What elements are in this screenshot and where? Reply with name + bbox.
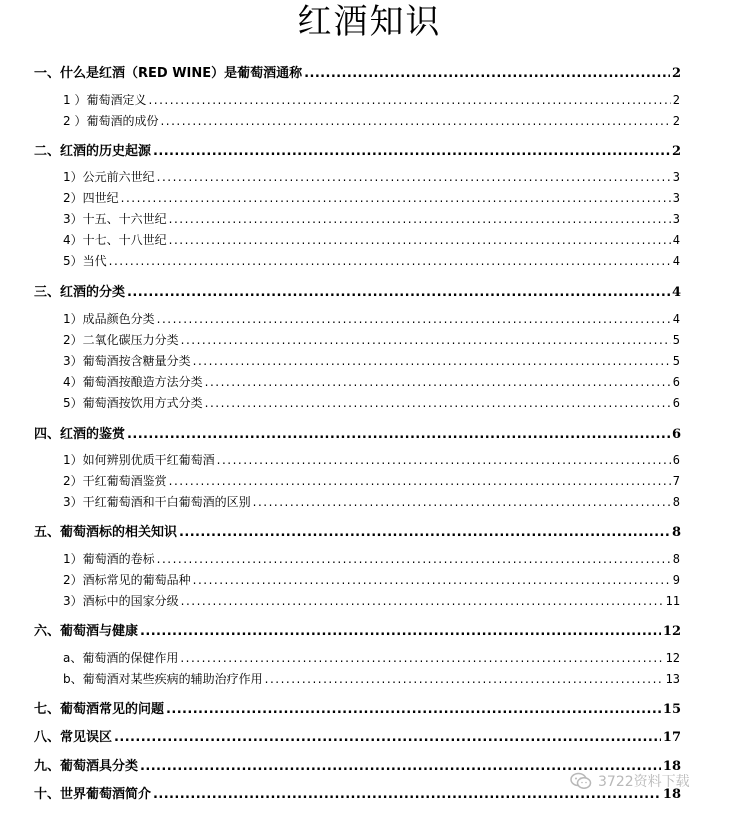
toc-section-entry[interactable]: [63, 670, 680, 687]
toc-page-number: 5: [672, 354, 680, 368]
toc-section-entry[interactable]: [63, 352, 680, 369]
toc-chapter-entry[interactable]: [34, 62, 681, 81]
toc-dot-leader: [193, 573, 671, 585]
toc-dot-leader: [217, 453, 671, 465]
toc-page-number: 2: [671, 144, 681, 159]
toc-entry-label: 九、葡萄酒具分类: [34, 759, 139, 774]
toc-page-number: 6: [672, 375, 680, 389]
toc-dot-leader: [205, 396, 671, 408]
toc-page-number: 18: [662, 787, 681, 802]
toc-chapter-entry[interactable]: [34, 698, 681, 717]
toc-page-number: 9: [672, 573, 680, 587]
toc-entry-label: 六、葡萄酒与健康: [34, 624, 139, 639]
toc-page-number: 4: [672, 254, 680, 268]
toc-entry-label: 2）二氧化碳压力分类: [63, 333, 179, 347]
toc-page-number: 8: [672, 552, 680, 566]
toc-dot-leader: [157, 552, 671, 564]
toc-section-entry[interactable]: [63, 649, 680, 666]
toc-dot-leader: [304, 66, 670, 79]
toc-entry-label: 五、葡萄酒标的相关知识: [34, 525, 178, 540]
toc-dot-leader: [166, 702, 661, 715]
toc-dot-leader: [157, 312, 671, 324]
toc-entry-label: 1）如何辨别优质干红葡萄酒: [63, 453, 215, 467]
toc-entry-label: 2）酒标常见的葡萄品种: [63, 573, 191, 587]
toc-entry-label: 1 ）葡萄酒定义: [63, 93, 147, 107]
toc-section-entry[interactable]: [63, 451, 680, 468]
toc-dot-leader: [169, 233, 671, 245]
toc-dot-leader: [169, 474, 671, 486]
toc-dot-leader: [121, 191, 671, 203]
toc-section-entry[interactable]: [63, 310, 680, 327]
toc-page-number: 18: [662, 759, 681, 774]
toc-entry-label: a、葡萄酒的保健作用: [63, 651, 179, 665]
toc-page-number: 2: [672, 114, 680, 128]
toc-entry-label: 1）葡萄酒的卷标: [63, 552, 155, 566]
toc-dot-leader: [140, 624, 661, 637]
toc-page-number: 2: [672, 93, 680, 107]
toc-page-number: 8: [672, 495, 680, 509]
toc-entry-label: 1）公元前六世纪: [63, 170, 155, 184]
toc-page-number: 12: [665, 651, 680, 665]
toc-chapter-entry[interactable]: [34, 521, 681, 540]
toc-entry-label: 三、红酒的分类: [34, 285, 126, 300]
toc-dot-leader: [109, 254, 671, 266]
toc-page-number: 11: [665, 594, 680, 608]
toc-section-entry[interactable]: [63, 373, 680, 390]
toc-dot-leader: [114, 730, 661, 743]
toc-page-number: 8: [671, 525, 681, 540]
toc-page-number: 4: [672, 312, 680, 326]
toc-dot-leader: [193, 354, 671, 366]
toc-page-number: 3: [672, 212, 680, 226]
toc-page-number: 15: [662, 702, 681, 717]
toc-section-entry[interactable]: [63, 472, 680, 489]
toc-dot-leader: [180, 651, 663, 663]
toc-section-entry[interactable]: [63, 331, 680, 348]
toc-entry-label: 3）十五、十六世纪: [63, 212, 167, 226]
toc-section-entry[interactable]: [63, 571, 680, 588]
toc-entry-label: 十、世界葡萄酒简介: [34, 787, 152, 802]
toc-section-entry[interactable]: [63, 189, 680, 206]
toc-dot-leader: [253, 495, 671, 507]
toc-page-number: 5: [672, 333, 680, 347]
toc-entry-label: 3）干红葡萄酒和干白葡萄酒的区别: [63, 495, 251, 509]
toc-chapter-entry[interactable]: [34, 140, 681, 159]
toc-page-number: 6: [671, 427, 681, 442]
toc-dot-leader: [179, 525, 670, 538]
toc-page-number: 13: [665, 672, 680, 686]
toc-page-number: 2: [671, 66, 681, 81]
toc-section-entry[interactable]: [63, 168, 680, 185]
toc-dot-leader: [169, 212, 671, 224]
toc-page-number: 12: [662, 624, 681, 639]
toc-dot-leader: [160, 114, 670, 126]
toc-chapter-entry[interactable]: [34, 620, 681, 639]
toc-section-entry[interactable]: [63, 550, 680, 567]
toc-entry-label: 3）葡萄酒按含糖量分类: [63, 354, 191, 368]
toc-entry-label: 3）酒标中的国家分级: [63, 594, 179, 608]
toc-section-entry[interactable]: [63, 592, 680, 609]
toc-entry-label: 八、常见误区: [34, 730, 113, 745]
toc-section-entry[interactable]: [63, 394, 680, 411]
toc-dot-leader: [265, 672, 664, 684]
toc-page-number: 6: [672, 396, 680, 410]
toc-dot-leader: [157, 170, 671, 182]
toc-page-number: 4: [671, 285, 681, 300]
toc-entry-label: 四、红酒的鉴赏: [34, 427, 126, 442]
toc-entry-label: 七、葡萄酒常见的问题: [34, 702, 165, 717]
toc-page-number: 6: [672, 453, 680, 467]
toc-entry-label: 二、红酒的历史起源: [34, 144, 152, 159]
toc-page-number: 3: [672, 170, 680, 184]
toc-entry-label: 1）成品颜色分类: [63, 312, 155, 326]
toc-dot-leader: [153, 144, 670, 157]
toc-dot-leader: [127, 427, 670, 440]
toc-page-number: 4: [672, 233, 680, 247]
toc-section-entry[interactable]: [63, 210, 680, 227]
toc-dot-leader: [148, 93, 670, 105]
toc-entry-label: 2）干红葡萄酒鉴赏: [63, 474, 167, 488]
toc-entry-label: 4）葡萄酒按酿造方法分类: [63, 375, 203, 389]
toc-section-entry[interactable]: [63, 252, 680, 269]
toc-chapter-entry[interactable]: [34, 423, 681, 442]
toc-chapter-entry[interactable]: [34, 726, 681, 745]
toc-section-entry[interactable]: [63, 493, 680, 510]
toc-page-number: 7: [672, 474, 680, 488]
toc-entry-label: 一、什么是红酒（RED WINE）是葡萄酒通称: [34, 66, 303, 81]
toc-entry-label: 5）葡萄酒按饮用方式分类: [63, 396, 203, 410]
toc-entry-label: 2）四世纪: [63, 191, 119, 205]
toc-section-entry[interactable]: [63, 231, 680, 248]
watermark-text: 3722资料下载: [598, 774, 690, 790]
toc-chapter-entry[interactable]: [34, 281, 681, 300]
toc-dot-leader: [127, 285, 670, 298]
toc-page-number: 17: [662, 730, 681, 745]
toc-section-entry[interactable]: [63, 112, 680, 129]
toc-dot-leader: [181, 594, 664, 606]
wechat-icon: [570, 772, 592, 790]
toc-dot-leader: [181, 333, 671, 345]
toc-dot-leader: [205, 375, 671, 387]
toc-entry-label: 4）十七、十八世纪: [63, 233, 167, 247]
toc-entry-label: 2 ）葡萄酒的成份: [63, 114, 159, 128]
toc-entry-label: b、葡萄酒对某些疾病的辅助治疗作用: [63, 672, 263, 686]
toc-page-number: 3: [672, 191, 680, 205]
watermark: [570, 771, 690, 791]
document-title: 红酒知识: [297, 2, 442, 42]
toc-section-entry[interactable]: [63, 91, 680, 108]
toc-entry-label: 5）当代: [63, 254, 107, 268]
